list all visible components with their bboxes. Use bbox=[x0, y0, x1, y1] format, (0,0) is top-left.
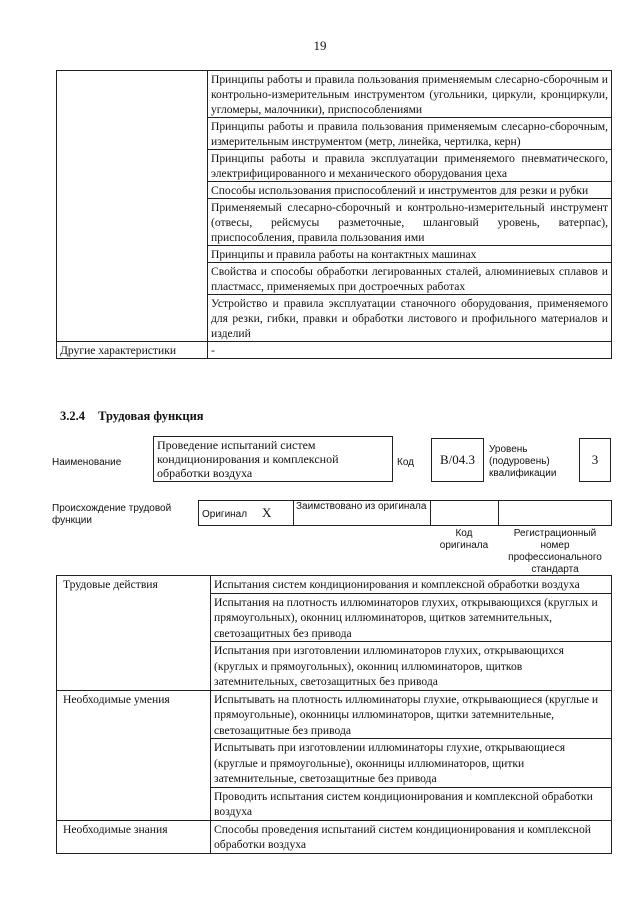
level-label: Уровень (подуровень) квалификации bbox=[489, 444, 557, 479]
skill-item: Испытывать на плотность иллюминаторы глухие, открывающиеся (круглые и прямоугольные), оконницы иллюминаторов, щитки затемнительные, светозащитные без привода bbox=[211, 690, 612, 739]
knowledge-item: Принципы и правила работы на контактных машинах bbox=[208, 246, 612, 263]
knowledge-item: Принципы работы и правила эксплуатации применяемого пневматического, электрифицированного и механического оборудования цеха bbox=[208, 150, 612, 182]
actions-label: Трудовые действия bbox=[57, 576, 211, 691]
page-number: 19 bbox=[313, 38, 327, 53]
other-characteristics-value: - bbox=[208, 342, 612, 359]
code-original-caption: Код оригинала bbox=[439, 528, 489, 551]
original-label: Оригинал bbox=[202, 509, 248, 520]
empty-label-cell bbox=[57, 71, 208, 342]
skills-label: Необходимые умения bbox=[57, 690, 211, 820]
reg-number-caption: Регистрационный номер профессионального стандарта bbox=[508, 528, 602, 575]
other-characteristics-label: Другие характеристики bbox=[57, 342, 208, 359]
knowledge-item: Свойства и способы обработки легированных сталей, алюминиевых сплавов и пластмасс, применяемых при достроечных работах bbox=[208, 263, 612, 295]
knowledge-label: Необходимые знания bbox=[57, 820, 211, 853]
name-label: Наименование bbox=[52, 457, 122, 468]
section-heading bbox=[60, 409, 204, 424]
knowledge-item: Принципы работы и правила пользования применяемым слесарно-сборочным, измерительным инструментом (метр, линейка, чертилка, керн) bbox=[208, 118, 612, 150]
knowledge-item: Способы использования приспособлений и инструментов для резки и рубки bbox=[208, 182, 612, 199]
knowledge-item: Принципы работы и правила пользования применяемым слесарно-сборочным и контрольно-измерительным инструментом (угольники, циркули, кронциркули, угломеры, малочники), приспособлениями bbox=[208, 71, 612, 118]
code-value-box: В/04.3 bbox=[431, 438, 484, 482]
labor-function-table bbox=[56, 575, 612, 854]
section-number: 3.2.4 bbox=[60, 409, 85, 423]
section-title: Трудовая функция bbox=[98, 409, 204, 423]
action-item: Испытания на плотность иллюминаторов глухих, открывающихся (круглых и прямоугольных), оконниц иллюминаторов, щитков затемнительных, светозащитных без привода bbox=[211, 593, 612, 642]
origin-label: Происхождение трудовой функции bbox=[52, 503, 172, 526]
code-label: Код bbox=[397, 457, 415, 468]
skill-item: Испытывать при изготовлении иллюминаторы глухие, открывающиеся (круглые и прямоугольные), оконницы иллюминаторов, щитки затемнительные, светозащитные без привода bbox=[211, 739, 612, 788]
function-name-box: Проведение испытаний систем кондиционирования и комплексной обработки воздуха bbox=[153, 436, 393, 482]
borrowed-label: Заимствовано из оригинала bbox=[296, 501, 427, 512]
origin-divider bbox=[293, 501, 294, 525]
level-value-box: 3 bbox=[579, 438, 611, 482]
action-item: Испытания при изготовлении иллюминаторов глухих, открывающихся (круглых и прямоугольных), оконниц иллюминаторов, щитков затемнительных, светозащитных без привода bbox=[211, 642, 612, 691]
original-mark: X bbox=[262, 505, 272, 520]
knowledge-continuation-table bbox=[56, 70, 612, 359]
origin-divider bbox=[430, 501, 431, 525]
action-item: Испытания систем кондиционирования и комплексной обработки воздуха bbox=[211, 576, 612, 594]
knowledge-item: Применяемый слесарно-сборочный и контрольно-измерительный инструмент (отвесы, рейсмусы разметочные, шланговый уровень, ватерпас), приспособления, правила пользования ими bbox=[208, 199, 612, 246]
origin-divider bbox=[498, 501, 499, 525]
knowledge-item: Устройство и правила эксплуатации станочного оборудования, применяемого для резки, гибки, правки и обработки листового и профильного материалов и изделий bbox=[208, 295, 612, 342]
skill-item: Проводить испытания систем кондиционирования и комплексной обработки воздуха bbox=[211, 787, 612, 820]
knowledge-item: Способы проведения испытаний систем кондиционирования и комплексной обработки воздуха bbox=[211, 820, 612, 853]
